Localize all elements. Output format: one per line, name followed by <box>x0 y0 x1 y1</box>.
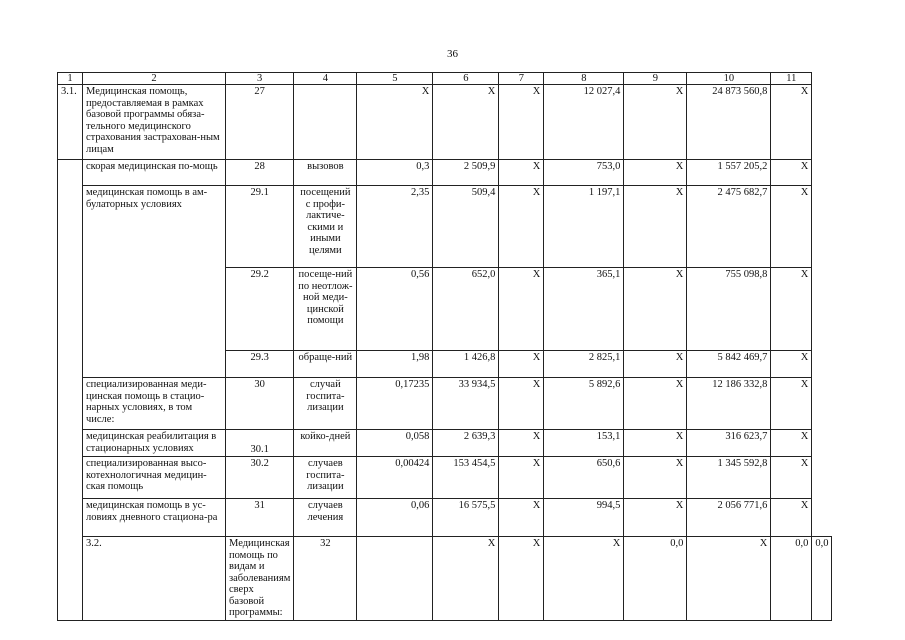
cell-col8: 5 892,6 <box>544 378 624 430</box>
cell-col7: X <box>499 499 544 537</box>
cell-col10: 1 557 205,2 <box>687 160 771 186</box>
row-unit: посещений с профи-лактиче-скими и иными целями <box>294 186 357 268</box>
table-row <box>58 457 832 499</box>
header-cell: 3 <box>226 73 294 85</box>
cell-col10: 2 475 682,7 <box>687 186 771 268</box>
row-code: 29.1 <box>226 186 294 268</box>
row-name: специализированная меди-цинская помощь в стацио-нарных условиях, в том числе: <box>83 378 226 430</box>
cell-col5: 0,56 <box>357 268 433 351</box>
header-cell: 2 <box>83 73 226 85</box>
row-unit: койко-дней <box>294 430 357 457</box>
cell-col11: X <box>771 351 812 378</box>
cell-col11: X <box>771 85 812 160</box>
cell-col10: 5 842 469,7 <box>687 351 771 378</box>
header-cell: 4 <box>294 73 357 85</box>
cell-col10: 24 873 560,8 <box>687 85 771 160</box>
cell-col9: X <box>624 268 687 351</box>
cell-col10: 755 098,8 <box>687 268 771 351</box>
row-code: 27 <box>226 85 294 160</box>
row-code: 30 <box>226 378 294 430</box>
cell-col8: 0,0 <box>624 537 687 621</box>
row-code: 32 <box>294 537 357 621</box>
cell-col5: 0,00424 <box>357 457 433 499</box>
row-code: 28 <box>226 160 294 186</box>
cell-col5: 0,3 <box>357 160 433 186</box>
row-code: 30.1 <box>226 430 294 457</box>
cell-col6: X <box>499 537 544 621</box>
cell-col7: X <box>544 537 624 621</box>
row-code: 29.2 <box>226 268 294 351</box>
cell-col10: 2 056 771,6 <box>687 499 771 537</box>
table-row <box>58 85 832 160</box>
table-row <box>58 378 832 430</box>
header-cell: 1 <box>58 73 83 85</box>
cell-col5: X <box>357 85 433 160</box>
cell-col7: X <box>499 351 544 378</box>
cell-col9: X <box>624 378 687 430</box>
cell-col11: 0,0 <box>812 537 832 621</box>
header-cell: 11 <box>771 73 812 85</box>
cell-col8: 753,0 <box>544 160 624 186</box>
header-cell: 10 <box>687 73 771 85</box>
cell-col8: 650,6 <box>544 457 624 499</box>
cell-col5: 0,058 <box>357 430 433 457</box>
row-name: медицинская помощь в ус-ловиях дневного стациона-ра <box>83 499 226 537</box>
row-number: 3.1. <box>58 85 83 160</box>
row-unit: случай госпита-лизации <box>294 378 357 430</box>
cell-col7: X <box>499 378 544 430</box>
cell-col11: X <box>771 160 812 186</box>
cell-col6: 33 934,5 <box>433 378 499 430</box>
cell-col11: X <box>771 186 812 268</box>
cell-col5: 0,17235 <box>357 378 433 430</box>
cell-col6: 1 426,8 <box>433 351 499 378</box>
header-cell: 6 <box>433 73 499 85</box>
cell-col9: X <box>624 499 687 537</box>
page-number: 36 <box>447 48 458 60</box>
cell-col7: X <box>499 160 544 186</box>
table-row <box>58 499 832 537</box>
cell-col7: X <box>499 268 544 351</box>
row-unit <box>357 537 433 621</box>
table-row <box>58 537 832 621</box>
cell-col6: 16 575,5 <box>433 499 499 537</box>
row-unit: посеще-ний по неотлож-ной меди-цинской помощи <box>294 268 357 351</box>
cell-col9: X <box>624 351 687 378</box>
row-code: 31 <box>226 499 294 537</box>
row-name: специализированная высо-котехнологичная медицин-ская помощь <box>83 457 226 499</box>
cell-col6: 652,0 <box>433 268 499 351</box>
row-name: скорая медицинская по-мощь <box>83 160 226 186</box>
cell-col11: X <box>771 268 812 351</box>
row-unit: случаев госпита-лизации <box>294 457 357 499</box>
cell-col7: X <box>499 85 544 160</box>
table-row <box>58 430 832 457</box>
cell-col6: 2 509,9 <box>433 160 499 186</box>
cell-col6: 2 639,3 <box>433 430 499 457</box>
header-cell: 5 <box>357 73 433 85</box>
row-code: 30.2 <box>226 457 294 499</box>
cell-col8: 1 197,1 <box>544 186 624 268</box>
cell-col5: 2,35 <box>357 186 433 268</box>
row-unit: вызовов <box>294 160 357 186</box>
header-cell: 8 <box>544 73 624 85</box>
cell-col9: X <box>624 85 687 160</box>
cell-col8: 365,1 <box>544 268 624 351</box>
cell-col11: X <box>771 378 812 430</box>
cell-col11: X <box>771 457 812 499</box>
cell-col7: X <box>499 430 544 457</box>
table-row <box>58 160 832 186</box>
cell-col7: X <box>499 186 544 268</box>
cell-col10: 12 186 332,8 <box>687 378 771 430</box>
cell-col7: X <box>499 457 544 499</box>
row-number: 3.2. <box>83 537 226 621</box>
row-name: Медицинская помощь, предоставляемая в рамках базовой программы обяза-тельного медицинского страхования застрахован-ным лицам <box>83 85 226 160</box>
cell-col5: 1,98 <box>357 351 433 378</box>
cell-col8: 153,1 <box>544 430 624 457</box>
table-row <box>58 186 832 268</box>
cell-col11: X <box>771 499 812 537</box>
cell-col5: 0,06 <box>357 499 433 537</box>
cell-col6: 153 454,5 <box>433 457 499 499</box>
cell-col9: X <box>687 537 771 621</box>
row-unit: случаев лечения <box>294 499 357 537</box>
cell-col6: X <box>433 85 499 160</box>
row-unit: обраще-ний <box>294 351 357 378</box>
cell-col5: X <box>433 537 499 621</box>
cell-col9: X <box>624 186 687 268</box>
row-unit <box>294 85 357 160</box>
data-table <box>57 72 832 621</box>
cell-col8: 2 825,1 <box>544 351 624 378</box>
cell-col9: X <box>624 430 687 457</box>
header-row <box>58 73 832 85</box>
cell-col6: 509,4 <box>433 186 499 268</box>
row-name: медицинская реабилитация в стационарных условиях <box>83 430 226 457</box>
row-code: 29.3 <box>226 351 294 378</box>
row-name: медицинская помощь в ам-булаторных условиях <box>83 186 226 378</box>
header-cell: 7 <box>499 73 544 85</box>
cell-col8: 994,5 <box>544 499 624 537</box>
row-number-empty <box>58 160 83 621</box>
cell-col11: X <box>771 430 812 457</box>
cell-col10: 316 623,7 <box>687 430 771 457</box>
header-cell: 9 <box>624 73 687 85</box>
cell-col10: 1 345 592,8 <box>687 457 771 499</box>
row-name: Медицинская помощь по видам и заболеваниям сверх базовой программы: <box>226 537 294 621</box>
cell-col9: X <box>624 457 687 499</box>
cell-col9: X <box>624 160 687 186</box>
cell-col10: 0,0 <box>771 537 812 621</box>
cell-col8: 12 027,4 <box>544 85 624 160</box>
